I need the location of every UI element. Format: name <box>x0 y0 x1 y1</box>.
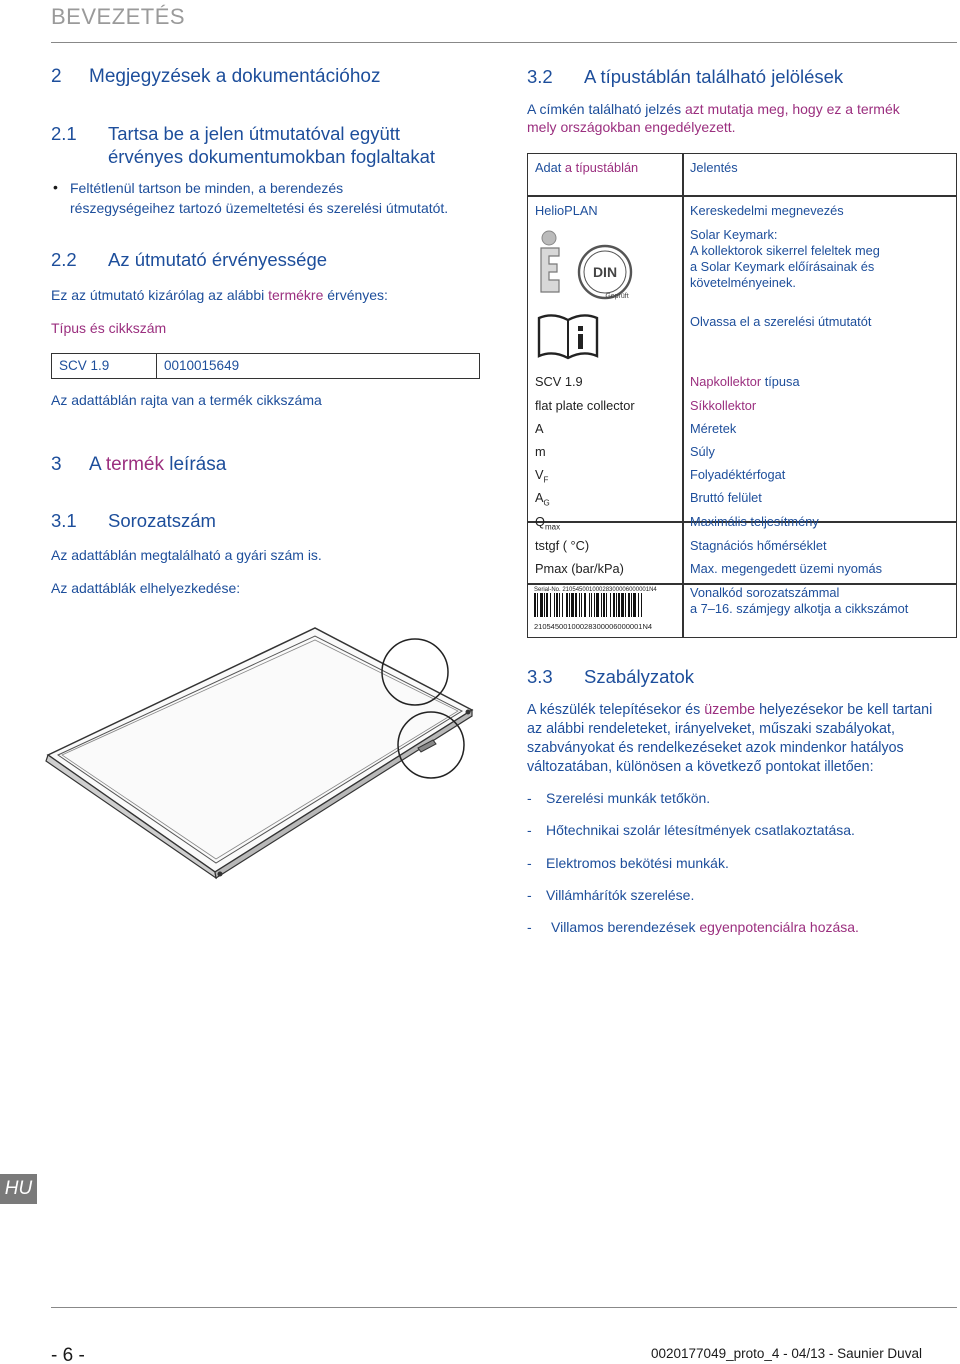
din-sublabel: Geprüft <box>605 293 629 300</box>
barcode-bar <box>616 593 617 617</box>
bullet-line1: Feltétlenül tartson be minden, a berendezés <box>70 180 344 196</box>
list-dash: - <box>527 919 532 935</box>
row-data-ag <box>535 490 550 512</box>
barcode-top-text: Serial-No. 21054500100028300006000001N4 <box>534 587 657 593</box>
list-item <box>527 918 859 936</box>
section-title-highlight: termék <box>105 454 164 475</box>
barcode-bar <box>579 593 580 617</box>
barcode-bar <box>554 593 555 617</box>
section-3-1-heading <box>51 510 216 532</box>
barcode-bar <box>631 593 632 617</box>
keymark-din-icon <box>535 228 635 308</box>
type-cell: SCV 1.9 <box>59 358 110 373</box>
list-dash: - <box>527 790 532 806</box>
barcode-bar <box>566 593 568 617</box>
list-highlight: egyenpotenciálra hozása. <box>699 919 859 935</box>
row-data-ag-main: A <box>535 490 544 505</box>
list-text: Szerelési munkák tetőkön. <box>546 790 711 806</box>
row-data-vf <box>535 467 548 489</box>
row-data-m: m <box>535 444 546 459</box>
page-header-title: BEVEZETÉS <box>51 4 186 29</box>
barcode-bar <box>544 593 545 617</box>
rules-l3: szabványokat és rendelkezéseket azok mindenkor hatályos <box>527 740 904 756</box>
row-meaning-scv-text: típusa <box>761 374 800 389</box>
row-data-tstgf: tstgf ( °C) <box>535 538 590 553</box>
row-meaning-pmax <box>690 561 882 577</box>
intro-line2: mely országokban engedélyezett. <box>527 119 736 135</box>
barcode-bar <box>575 593 577 617</box>
rules-l2: az alábbi rendeleteket, irányelveket, műszaki szabályokat, <box>527 721 895 737</box>
keymark-line3: a Solar Keymark előírásainak és <box>690 259 875 274</box>
section-number: 2 <box>51 66 62 87</box>
rules-l1-highlight: üzembe <box>704 702 756 718</box>
row-data-a: A <box>535 421 544 436</box>
list-item <box>527 854 729 872</box>
row-data-scv: SCV 1.9 <box>535 374 583 389</box>
row-meaning-a: Méretek <box>690 421 737 436</box>
barcode-bar <box>601 593 602 617</box>
section-2-heading <box>51 66 381 88</box>
validity-text <box>51 285 388 305</box>
type-article-table <box>51 353 480 379</box>
barcode-bar <box>633 593 636 617</box>
row-data-qmax-sub: max <box>544 522 561 532</box>
barcode-bar <box>562 593 563 617</box>
barcode-bar <box>606 593 607 617</box>
col-header-data <box>535 160 638 176</box>
col-header-data-highlight: a típustáblán <box>564 160 639 175</box>
intro-highlight: azt mutatja meg, hogy ez a termék <box>684 101 900 117</box>
section-title: Szabályzatok <box>584 666 695 687</box>
heliplan-cell: HelioPLAN <box>535 203 598 218</box>
barcode-bar <box>625 593 626 617</box>
row-data-qmax <box>535 514 560 536</box>
section-title: A típustáblán található jelölések <box>584 66 844 87</box>
list-item <box>527 886 694 904</box>
section-2-2-heading <box>51 249 327 271</box>
barcode-bar <box>559 593 560 617</box>
list-item <box>527 789 710 807</box>
rules-l1-a: A készülék telepítésekor és <box>527 702 705 718</box>
barcode-bar <box>610 593 611 617</box>
section-number: 3.3 <box>527 666 553 687</box>
row-meaning-tstgf: Stagnációs hőmérséklet <box>690 538 827 553</box>
col-header-meaning: Jelentés <box>690 160 738 175</box>
barcode-bar <box>537 593 538 617</box>
manual-book-icon <box>535 312 601 362</box>
rules-l1-b: helyezésekor be kell tartani <box>755 702 933 718</box>
row-meaning-vf: Folyadéktérfogat <box>690 467 786 482</box>
barcode-meaning-line2: a 7–16. számjegy alkotja a cikkszámot <box>690 601 909 616</box>
validity-highlight: termékre <box>268 287 324 303</box>
list-text: Hőtechnikai szolár létesítmények csatlakoztatása. <box>546 822 855 838</box>
list-text: Elektromos bekötési munkák. <box>546 855 729 871</box>
col-header-data-pre: Adat <box>535 160 565 175</box>
rules-text <box>527 701 932 777</box>
row-meaning-flat <box>690 398 756 414</box>
keymark-line1: Solar Keymark: <box>690 227 778 242</box>
keymark-meaning <box>690 227 880 291</box>
location-text: Az adattáblák elhelyezkedése: <box>51 580 241 596</box>
section-number: 2.2 <box>51 249 77 270</box>
intro-text <box>527 100 900 136</box>
barcode-bar <box>584 593 586 617</box>
barcode-bar <box>596 593 599 617</box>
barcode-bar <box>589 593 590 617</box>
keymark-line2: A kollektorok sikerrel feleltek meg <box>690 243 880 258</box>
barcode-bar <box>594 593 595 617</box>
collector-illustration <box>40 620 500 890</box>
table-caption: Az adattáblán rajta van a termék cikkszáma <box>51 392 322 408</box>
barcode-bar <box>613 593 615 617</box>
barcode-bar <box>571 593 574 617</box>
list-dash: - <box>527 855 532 871</box>
section-title: Megjegyzések a dokumentációhoz <box>89 66 381 87</box>
section-title-post: leírása <box>163 454 227 475</box>
bullet-item <box>51 178 491 218</box>
list-dash: - <box>527 887 532 903</box>
section-title-pre: A <box>89 454 106 475</box>
header-divider <box>51 42 957 43</box>
list-dash: - <box>527 822 532 838</box>
barcode-icon <box>534 593 678 617</box>
list-text: Villámhárítók szerelése. <box>546 887 695 903</box>
barcode-bar <box>534 593 536 617</box>
row-data-pmax: Pmax (bar/kPa) <box>535 561 624 576</box>
section-title: Az útmutató érvényessége <box>108 249 328 270</box>
article-cell: 0010015649 <box>156 354 246 378</box>
list-item <box>527 821 855 839</box>
heliplan-meaning: Kereskedelmi megnevezés <box>690 203 844 218</box>
serial-text: Az adattáblán megtalálható a gyári szám is. <box>51 547 322 563</box>
bullet-line2: részegységeihez tartozó üzemeltetési és szerelési útmutatót. <box>70 200 449 216</box>
row-data-vf-main: V <box>535 467 544 482</box>
barcode-meaning <box>690 585 908 617</box>
barcode-bar <box>641 593 642 617</box>
language-tab: HU <box>0 1174 37 1204</box>
row-data-flat: flat plate collector <box>535 398 635 413</box>
row-data-qmax-main: Q <box>535 514 545 529</box>
din-label: DIN <box>592 264 618 280</box>
section-title-line1: Tartsa be a jelen útmutatóval együtt <box>108 123 401 144</box>
row-meaning-qmax: Maximális teljesítmény <box>690 514 819 529</box>
barcode-bar <box>628 593 630 617</box>
barcode-bar <box>550 593 551 617</box>
validity-pre: Ez az útmutató kizárólag az alábbi <box>51 287 269 303</box>
section-number: 2.1 <box>51 123 77 144</box>
barcode-meaning-line1: Vonalkód sorozatszámmal <box>690 585 840 600</box>
barcode-bar <box>540 593 543 617</box>
section-2-1-heading <box>51 122 435 168</box>
page-number: - 6 - <box>51 1345 85 1364</box>
row-data-ag-sub: G <box>543 498 550 508</box>
manual-meaning: Olvassa el a szerelési útmutatót <box>690 314 872 329</box>
barcode-bar <box>591 593 592 617</box>
section-3-2-heading <box>527 66 843 88</box>
barcode-bar <box>581 593 582 617</box>
row-meaning-scv <box>690 374 800 390</box>
data-plate-table <box>527 153 957 638</box>
document-id: 0020177049_proto_4 - 04/13 - Saunier Duval <box>651 1346 922 1361</box>
barcode-bar <box>546 593 548 617</box>
barcode-bar <box>603 593 605 617</box>
row-meaning-ag: Bruttó felület <box>690 490 762 505</box>
footer-divider <box>51 1307 957 1308</box>
barcode-bar <box>618 593 620 617</box>
section-number: 3 <box>51 454 62 475</box>
barcode-bottom-text: 21054500100028300006000001N4 <box>534 622 653 631</box>
intro-pre: A címkén található jelzés <box>527 101 685 117</box>
barcode-bar <box>569 593 570 617</box>
row-data-vf-sub: F <box>543 475 549 485</box>
barcode-bar <box>556 593 558 617</box>
list-text: Villamos berendezések <box>551 919 700 935</box>
row-meaning-m: Súly <box>690 444 715 459</box>
row-meaning-pmax-text: Max. megengedett üzemi nyomás <box>690 561 883 576</box>
section-number: 3.2 <box>527 66 553 87</box>
section-title: Sorozatszám <box>108 510 216 531</box>
barcode-bar <box>638 593 639 617</box>
barcode-bar <box>621 593 624 617</box>
section-title-line2: érvényes dokumentumokban foglaltakat <box>108 146 436 167</box>
section-number: 3.1 <box>51 510 77 531</box>
barcode-block <box>534 587 678 631</box>
section-3-heading <box>51 454 226 476</box>
section-3-3-heading <box>527 666 694 688</box>
row-meaning-scv-highlight: Napkollektor <box>690 374 762 389</box>
row-meaning-flat-highlight: Síkkollektor <box>690 398 757 413</box>
type-label: Típus és cikkszám <box>51 320 167 336</box>
keymark-line4: követelményeinek. <box>690 275 796 290</box>
bullet-icon: • <box>53 179 58 195</box>
keymark-icon <box>541 231 559 292</box>
rules-l4: változatában, különösen a következő pontokat illetően: <box>527 759 874 775</box>
validity-post: érvényes: <box>323 287 388 303</box>
